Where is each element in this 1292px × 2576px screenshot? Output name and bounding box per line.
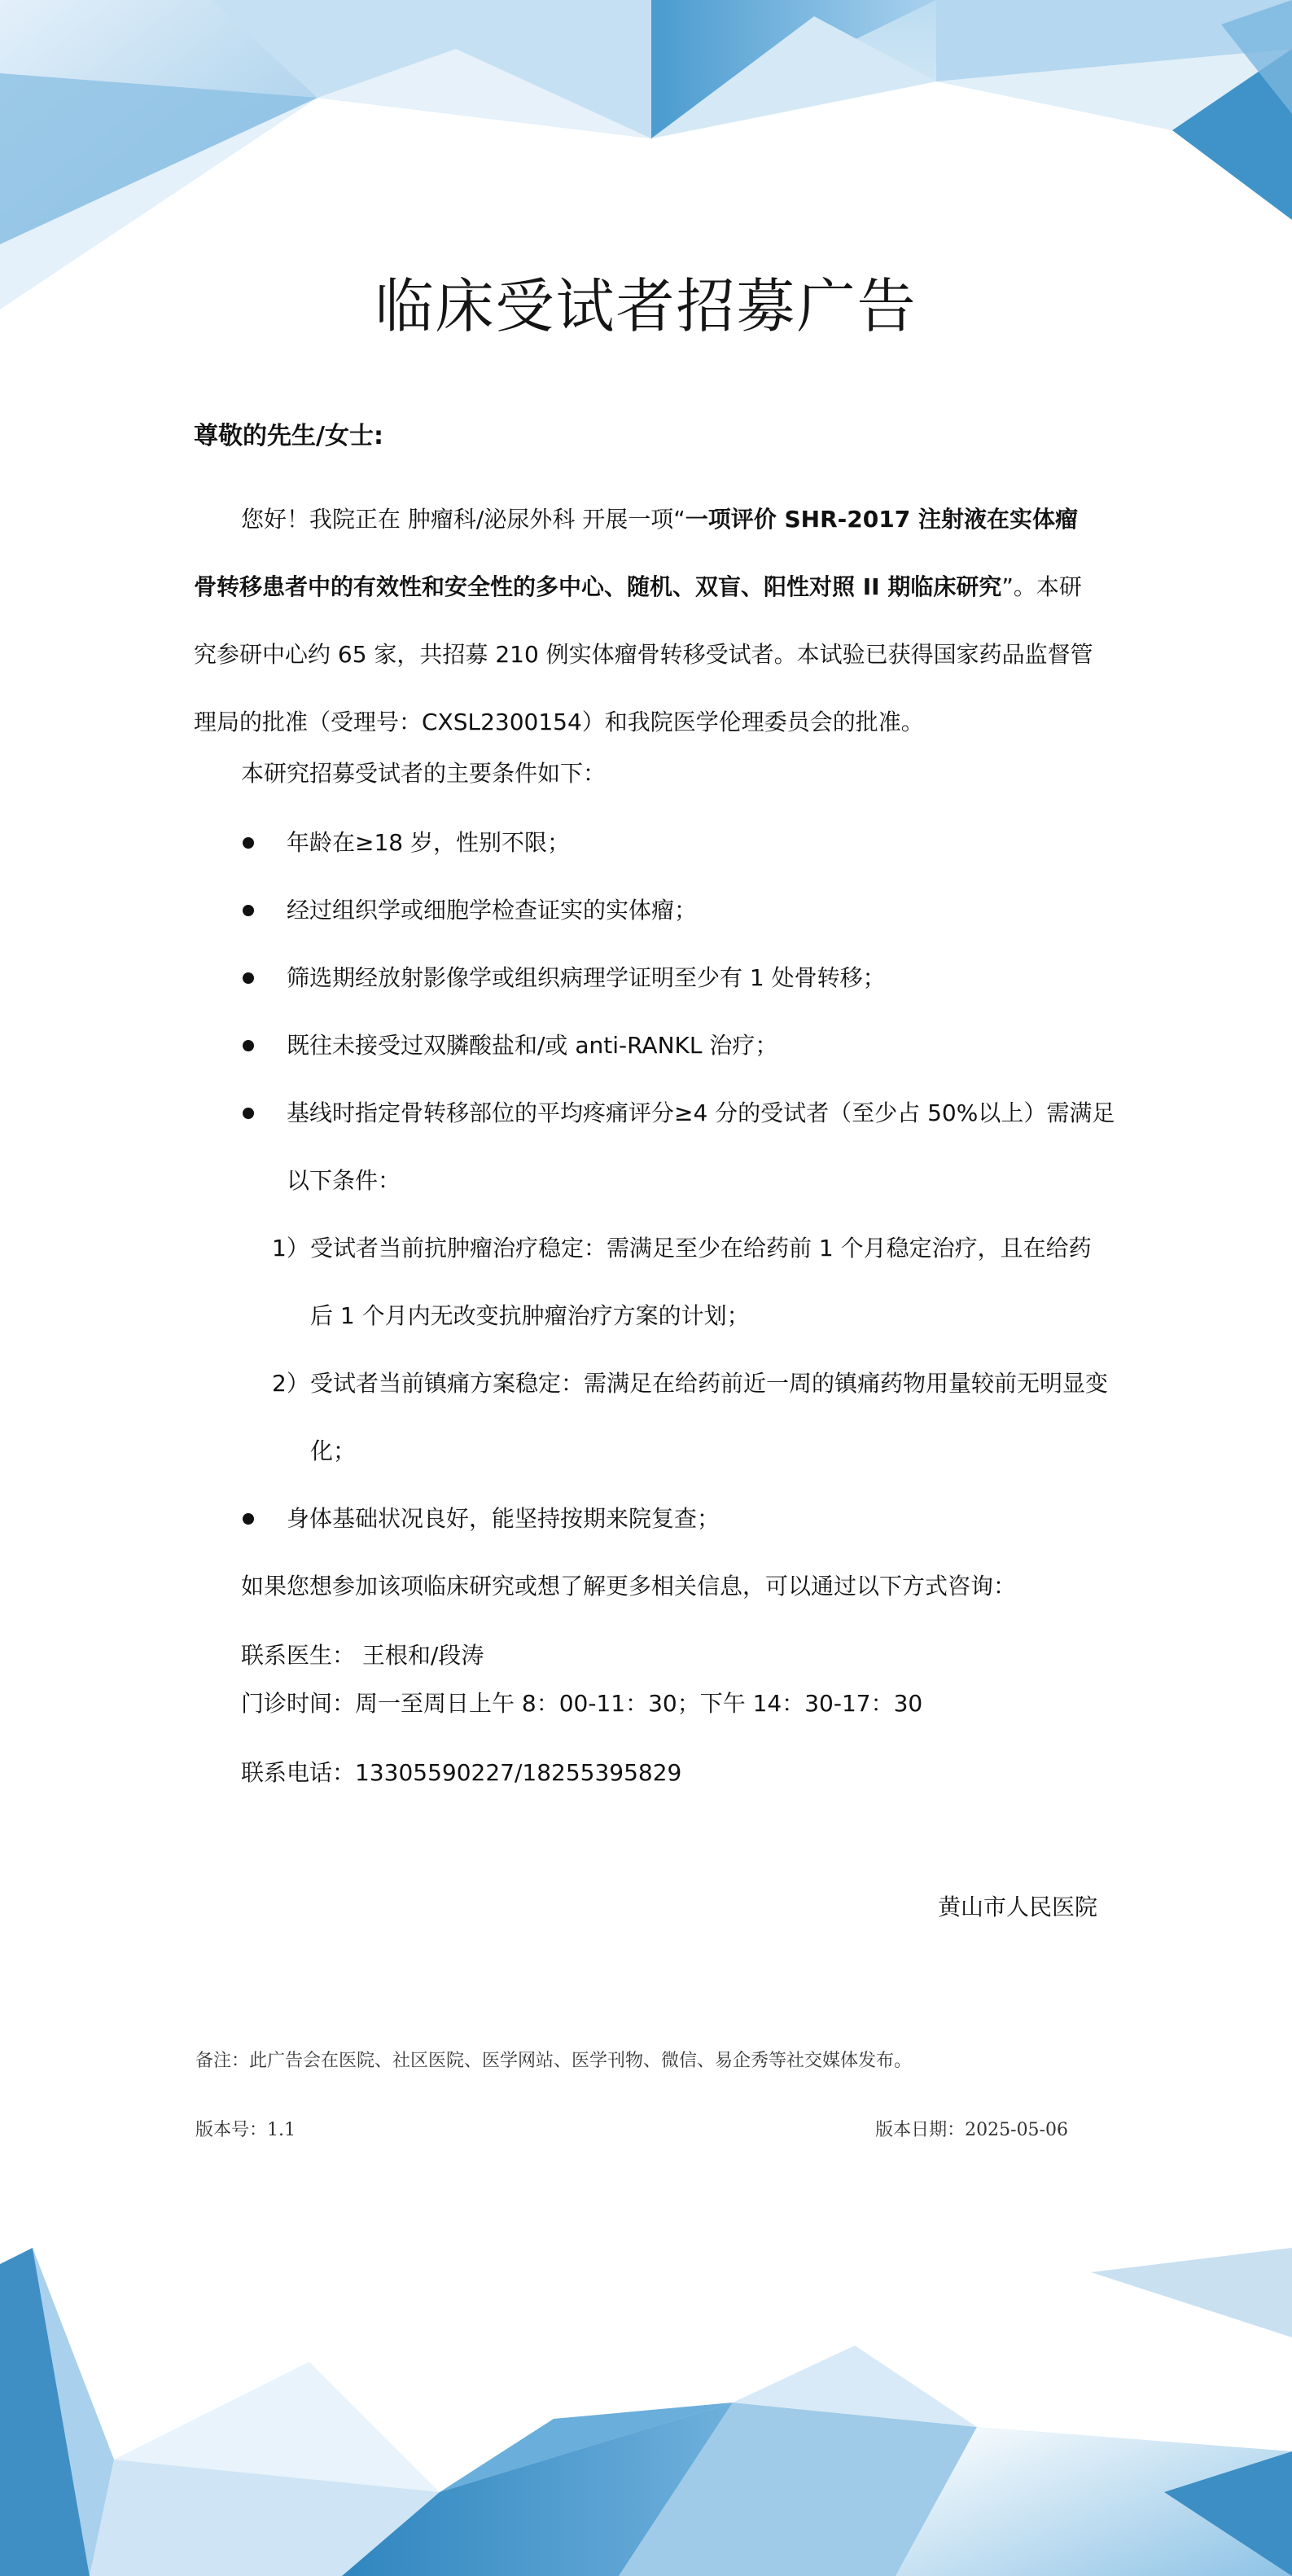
- bottom-decorative-banner: [0, 2248, 1292, 2576]
- bullet-icon: [243, 1040, 254, 1051]
- condition-item: 年龄在≥18 岁，性别不限；: [287, 829, 570, 856]
- sub-condition-line1: 受试者当前抗肿瘤治疗稳定：需满足至少在给药前 1 个月稳定治疗，且在给药: [310, 1235, 1092, 1262]
- sub-condition-number: 2）: [272, 1370, 309, 1397]
- bullet-icon: [243, 1108, 254, 1119]
- page-title: 临床受试者招募广告: [374, 272, 918, 340]
- version-date: 版本日期：2025-05-06: [875, 2120, 1068, 2140]
- condition-item: 身体基础状况良好，能坚持按期来院复查；: [287, 1505, 720, 1532]
- condition-item-line1: 基线时指定骨转移部位的平均疼痛评分≥4 分的受试者（至少占 50%以上）需满足: [287, 1099, 1115, 1126]
- condition-item: 筛选期经放射影像学或组织病理学证明至少有 1 处骨转移；: [287, 964, 886, 991]
- salutation: 尊敬的先生/女士:: [194, 422, 383, 450]
- hospital-name: 黄山市人民医院: [937, 1894, 1097, 1920]
- conditions-intro: 本研究招募受试者的主要条件如下：: [241, 760, 607, 787]
- sub-condition-line2: 化；: [310, 1437, 357, 1464]
- condition-item: 经过组织学或细胞学检查证实的实体瘤；: [287, 897, 698, 924]
- bullet-icon: [243, 972, 254, 984]
- bullet-icon: [243, 837, 254, 849]
- clinic-hours: 门诊时间：周一至周日上午 8：00-11：30；下午 14：30-17：30: [241, 1690, 923, 1717]
- study-title: 一项评价 SHR-2017 注射液在实体瘤骨转移患者中的有效性和安全性的多中心、随机、双盲、阳性对照 II 期临床研究: [194, 506, 1078, 600]
- intro-text-1: 您好！我院正在 肿瘤科/泌尿外科 开展一项“: [241, 506, 685, 533]
- contact-phone: 联系电话：13305590227/18255395829: [241, 1759, 682, 1786]
- sub-condition-line2: 后 1 个月内无改变抗肿瘤治疗方案的计划；: [310, 1302, 750, 1329]
- sub-condition-number: 1）: [272, 1235, 309, 1262]
- intro-paragraph: [194, 485, 1097, 756]
- bullet-icon: [243, 1513, 254, 1525]
- condition-item: 既往未接受过双膦酸盐和/或 anti-RANKL 治疗；: [287, 1032, 778, 1059]
- bullet-icon: [243, 905, 254, 916]
- version-number: 版本号：1.1: [195, 2120, 296, 2140]
- condition-item-line2: 以下条件：: [287, 1167, 401, 1194]
- contact-intro: 如果您想参加该项临床研究或想了解更多相关信息，可以通过以下方式咨询：: [241, 1573, 1017, 1600]
- sub-condition-line1: 受试者当前镇痛方案稳定：需满足在给药前近一周的镇痛药物用量较前无明显变: [310, 1370, 1109, 1397]
- footer-note: 备注：此广告会在医院、社区医院、医学网站、医学刊物、微信、易企秀等社交媒体发布。: [195, 2051, 913, 2071]
- intro-text-2: ”。本研究参研中心约 65 家，共招募 210 例实体瘤骨转移受试者。本试验已获得国家药品监督管理局的批准（受理号：CXSL2300154）和我院医学伦理委员会的批准。: [194, 573, 1093, 735]
- contact-doctor: 联系医生： 王根和/段涛: [241, 1642, 484, 1669]
